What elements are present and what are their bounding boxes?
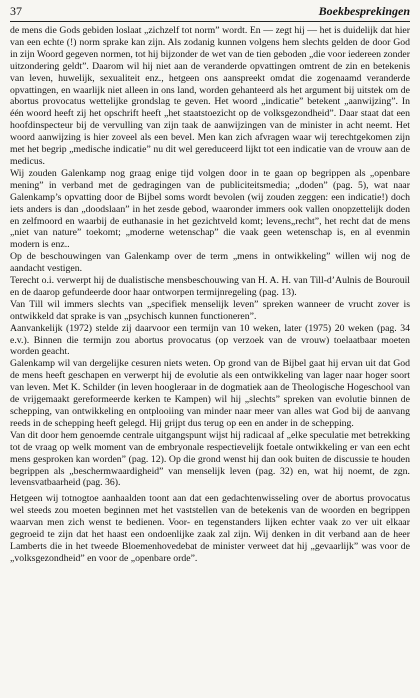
paragraph: Van dit door hem genoemde centrale uitgangspunt wijst hij radicaal af „elke speculatie met betrekking tot de vraag op welk moment van de embryonale respectievelijk foetale ontwikkeling er van een echt mens gesproken kan worden” (pag. 12). Op die grond wenst hij dan ook buiten de discussie te houden begrippen als „beschermwaardigheid” van menselijk leven (pag. 32) en, wat hij noemt, de zgn. levensvatbaarheid (pag. 36). xyxy=(10,429,410,489)
paragraph: Op de beschouwingen van Galenkamp over de term „mens in ontwikkeling” willen wij nog de aandacht vestigen. xyxy=(10,251,410,275)
paragraph: Hetgeen wij totnogtoe aanhaalden toont aan dat een gedachtenwisseling over de abortus provocatus wel steeds zou moeten beginnen met het vaststellen van de betekenis van de woorden en begrippen waarvan men zich wenst te bedienen. Voor- en tegenstanders lijken echter vaak zo ver uit elkaar gegroeid te zijn dat het haast een ondoenlijke zaak zal zijn. Wij denken in dit verband aan de heer Lamberts die in het tweede Bloemenhovedebat de minister verweet dat hij „gevaarlijk” was voor de „volksgezondheid” en voor de „openbare orde”. xyxy=(10,493,410,564)
paragraph: Galenkamp wil van dergelijke cesuren niets weten. Op grond van de Bijbel gaat hij ervan uit dat God de mens heeft geschapen en verwerpt hij de evolutie als een ontwikkeling van lager naar hoger soort van leven. Met K. Schilder (in leven hoogleraar in de dogmatiek aan de Theologische Hogeschool van de vrijgemaakt gereformeerde kerken te Kampen) wil hij „slechts” spreken van evolutie binnen de schepping, van ontwikkeling en ontplooiing van minder naar meer van alles wat God bij de aanvang reeds in de schepping heeft gelegd. Hij grijpt dus terug op een en ander in de schepping. xyxy=(10,358,410,429)
paragraph: Aanvankelijk (1972) stelde zij daarvoor een termijn van 10 weken, later (1975) 20 weken (pag. 34 e.v.). Binnen die termijn zou abortus provocatus (op verzoek van de vrouw) toelaatbaar moeten worden geacht. xyxy=(10,322,410,358)
paragraph: Wij zouden Galenkamp nog graag enige tijd volgen door in te gaan op begrippen als „openbare mening” in verband met de gedragingen van de publiciteitsmedia; „doden” (pag. 5), wat naar Galenkamp’s opvatting door de Bijbel soms wordt bevolen (wij zouden zeggen: een indicatie!) doch iets anders is dan „doodslaan” in het zesde gebod, waaronder immers ook vallen onopzettelijk doden en zelfmoord en waarbij de euthanasie in het gezichtveld komt; levens„recht”, het recht dat de mens „niet van nature” toekomt; „moderne wetenschap” die vaak geen wetenschap is, en al evenmin modern is enz.. xyxy=(10,167,410,251)
article-body xyxy=(10,25,410,565)
header-rule xyxy=(10,21,410,22)
paragraph: Terecht o.i. verwerpt hij de dualistische mensbeschouwing van H. A. H. van Till-d’Aulnis de Bourouil en de daarop gefundeerde door haar ontworpen termijnregeling (pag. 13). xyxy=(10,275,410,298)
section-title: Boekbesprekingen xyxy=(318,4,410,18)
page-number: 37 xyxy=(10,4,22,18)
paragraph: de mens die Gods gebiden loslaat „zichzelf tot norm” wordt. En — zegt hij — het is duidelijk dat hier van een echte (!) norm sprake kan zijn. Als zodanig kunnen volgens hem slechts gelden de door God in zijn Woord gegeven normen, tot hij bijzonder de wet van de tien geboden „die voor iedereen zonder uitzondering geldt”. Daarom wil hij niet aan de veranderde opvattingen omtrent de zin en betekenis van leven, huwelijk, sexualiteit enz., hetgeen ons aanspreekt omdat die zogenaamd veranderde opvattingen, en waarlijk niet alleen in ons land, worden gehanteerd als het argument bij uitstek om de abortus provocatus wettelijke grondslag te geven. Het woord „indicatie” betekent „aanwijzing”. In één woord heeft zij het opschrift heeft „het staatstoezicht op de volksgezondheid”. Daar staat dat een hoofdinspecteur bij de vervulling van zijn taak de aanwijzingen van de minister in acht neemt. Het woord aanwijzing is hier zoveel als een bevel. Men kan zich afvragen waar wij terechtgekomen zijn met het begrip „medische indicatie” nu dit wel gereduceerd lijkt tot een indicatie van de vrouw aan de medicus. xyxy=(10,25,410,167)
page-header xyxy=(10,4,410,20)
paragraph: Van Till wil immers slechts van „specifiek menselijk leven” spreken wanneer de vrucht zover is ontwikkeld dat sprake is van „psychisch kunnen functioneren”. xyxy=(10,298,410,322)
